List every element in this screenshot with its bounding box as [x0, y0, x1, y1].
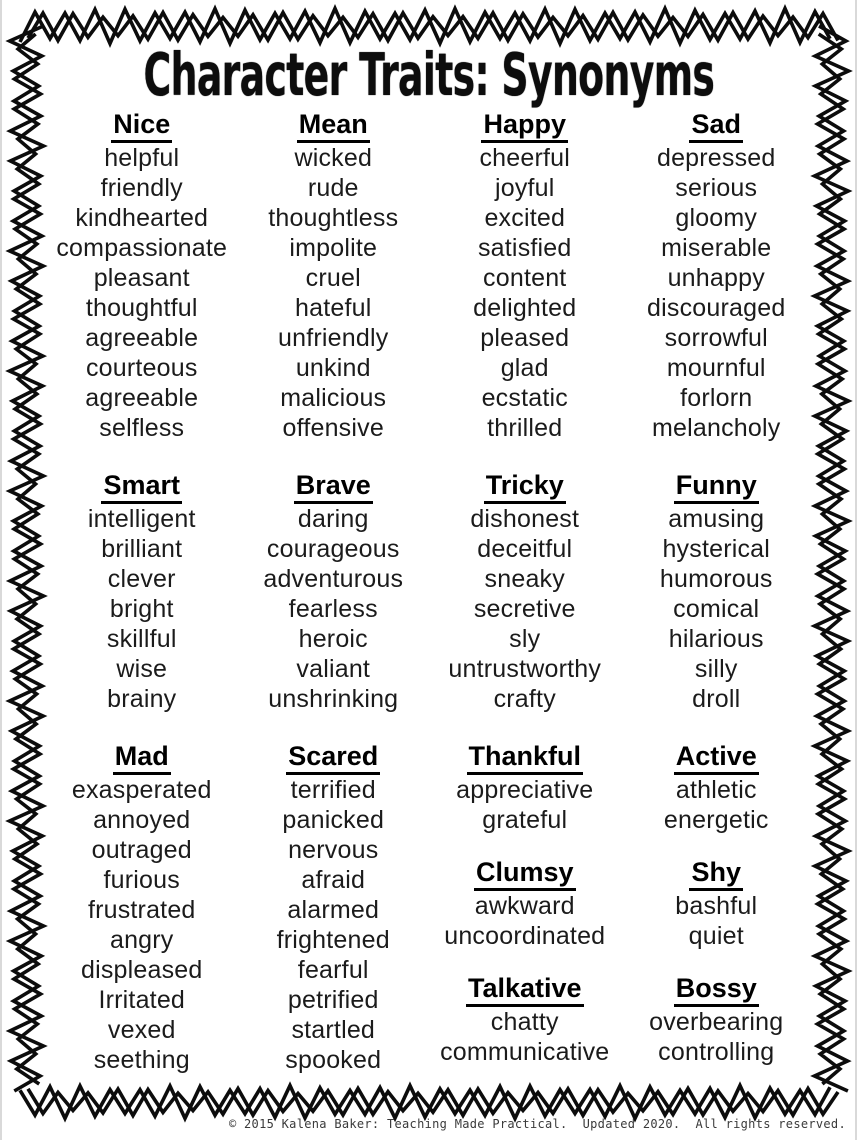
trait-group-title [623, 741, 811, 771]
synonym-word: delighted [473, 294, 577, 322]
trait-group-title-text: Nice [111, 109, 172, 143]
synonym-word: miserable [661, 234, 772, 262]
synonym-word: depressed [656, 144, 776, 172]
synonym-word: controlling [658, 1038, 775, 1066]
synonym-word: sly [509, 625, 541, 653]
trait-group-sad [623, 109, 811, 443]
synonym-word: unfriendly [278, 324, 389, 352]
trait-group-title-text: Scared [286, 741, 380, 775]
synonym-word: courageous [266, 535, 400, 563]
trait-group-title-text: Sad [689, 109, 743, 143]
synonym-word: Irritated [98, 986, 186, 1014]
trait-group-tricky [431, 470, 619, 714]
synonym-word: agreeable [85, 324, 199, 352]
synonym-word: startled [291, 1016, 376, 1044]
synonym-word: vexed [107, 1016, 176, 1044]
synonym-word: panicked [282, 806, 385, 834]
synonym-word: spooked [285, 1046, 382, 1074]
synonym-word: silly [694, 655, 738, 683]
synonym-word: selfless [99, 414, 185, 442]
trait-group-title-text: Happy [481, 109, 568, 143]
trait-group-title-text: Smart [101, 470, 182, 504]
synonym-word: overbearing [649, 1008, 784, 1036]
synonym-word: fearful [297, 956, 369, 984]
scan-edge-right [855, 0, 857, 1140]
trait-group-clumsy [431, 857, 619, 951]
synonym-word: humorous [659, 565, 773, 593]
trait-column [240, 470, 428, 714]
trait-group-title-text: Tricky [484, 470, 566, 504]
synonym-word: heroic [298, 625, 368, 653]
trait-row [48, 741, 810, 1075]
synonym-word: satisfied [477, 234, 572, 262]
trait-group-happy [431, 109, 619, 443]
synonym-word: furious [103, 866, 180, 894]
synonym-word: sorrowful [664, 324, 768, 352]
synonym-word: crafty [493, 685, 556, 713]
synonym-word: daring [297, 505, 369, 533]
copyright-footer: © 2015 Kalena Baker: Teaching Made Practical. Updated 2020. All rights reserved. [228, 1117, 846, 1131]
trait-column [431, 741, 619, 1075]
synonym-word: droll [692, 685, 741, 713]
trait-group-title [240, 470, 428, 500]
synonym-word: brilliant [101, 535, 183, 563]
synonym-word: excited [484, 204, 566, 232]
trait-column [431, 109, 619, 443]
synonym-word: dishonest [470, 505, 580, 533]
synonym-word: frightened [276, 926, 390, 954]
synonym-word: compassionate [56, 234, 228, 262]
trait-grid [48, 109, 810, 1075]
synonym-word: cheerful [479, 144, 571, 172]
synonym-word: agreeable [85, 384, 199, 412]
trait-group-title-text: Talkative [466, 973, 584, 1007]
synonym-word: helpful [104, 144, 180, 172]
page-title [48, 39, 810, 109]
synonym-word: valiant [296, 655, 371, 683]
synonym-word: serious [675, 174, 758, 202]
synonym-word: thoughtless [268, 204, 399, 232]
synonym-word: secretive [473, 595, 576, 623]
synonym-word: pleasant [93, 264, 190, 292]
trait-group-title-text: Funny [674, 470, 759, 504]
synonym-word: thrilled [487, 414, 563, 442]
trait-group-title [623, 973, 811, 1003]
synonym-word: sneaky [484, 565, 565, 593]
synonym-word: unkind [295, 354, 371, 382]
synonym-word: offensive [282, 414, 384, 442]
trait-group-scared [240, 741, 428, 1075]
synonym-word: athletic [675, 776, 757, 804]
synonym-word: hilarious [668, 625, 764, 653]
synonym-word: afraid [301, 866, 366, 894]
synonym-word: frustrated [87, 896, 196, 924]
synonym-word: annoyed [93, 806, 191, 834]
trait-column [48, 470, 236, 714]
synonym-word: appreciative [456, 776, 594, 804]
synonym-word: angry [109, 926, 174, 954]
trait-group-title [240, 741, 428, 771]
synonym-word: chatty [490, 1008, 559, 1036]
trait-column [240, 741, 428, 1075]
synonym-word: ecstatic [481, 384, 568, 412]
trait-column [48, 109, 236, 443]
synonym-word: comical [673, 595, 760, 623]
synonym-word: clever [107, 565, 176, 593]
trait-group-title [431, 470, 619, 500]
trait-group-title [48, 470, 236, 500]
trait-column [48, 741, 236, 1075]
synonym-word: communicative [440, 1038, 610, 1066]
trait-group-title [623, 857, 811, 887]
trait-group-bossy [623, 973, 811, 1067]
synonym-word: awkward [474, 892, 575, 920]
synonym-word: outraged [91, 836, 192, 864]
synonym-word: gloomy [675, 204, 758, 232]
trait-group-active [623, 741, 811, 835]
synonym-word: seething [93, 1046, 190, 1074]
synonym-word: joyful [494, 174, 555, 202]
synonym-word: rude [307, 174, 359, 202]
trait-column [623, 470, 811, 714]
trait-column [240, 109, 428, 443]
synonym-word: forlorn [680, 384, 753, 412]
trait-group-mean [240, 109, 428, 443]
synonym-word: melancholy [652, 414, 781, 442]
synonym-word: content [483, 264, 567, 292]
trait-group-title-text: Brave [294, 470, 373, 504]
trait-group-funny [623, 470, 811, 714]
synonym-word: petrified [287, 986, 379, 1014]
trait-group-mad [48, 741, 236, 1075]
trait-group-title-text: Mad [113, 741, 171, 775]
trait-column [623, 741, 811, 1075]
synonym-word: pleased [480, 324, 570, 352]
synonym-word: brainy [107, 685, 177, 713]
synonym-word: hysterical [662, 535, 771, 563]
trait-group-title [623, 470, 811, 500]
trait-group-title [48, 741, 236, 771]
worksheet-page [48, 39, 810, 1116]
synonym-word: discouraged [647, 294, 786, 322]
trait-group-title [431, 741, 619, 771]
trait-group-thankful [431, 741, 619, 835]
synonym-word: hateful [295, 294, 372, 322]
synonym-word: bashful [675, 892, 758, 920]
synonym-word: skillful [106, 625, 177, 653]
synonym-word: wicked [294, 144, 373, 172]
trait-group-title-text: Bossy [674, 973, 759, 1007]
trait-group-title-text: Thankful [467, 741, 584, 775]
synonym-word: fearless [288, 595, 378, 623]
trait-group-shy [623, 857, 811, 951]
trait-group-talkative [431, 973, 619, 1067]
trait-group-brave [240, 470, 428, 714]
trait-group-title-text: Mean [297, 109, 370, 143]
synonym-word: malicious [280, 384, 387, 412]
synonym-word: unhappy [667, 264, 765, 292]
trait-group-title-text: Shy [689, 857, 743, 891]
trait-group-title [431, 857, 619, 887]
synonym-word: adventurous [263, 565, 404, 593]
synonym-word: uncoordinated [444, 922, 606, 950]
trait-group-title [623, 109, 811, 139]
synonym-word: untrustworthy [448, 655, 602, 683]
trait-group-title-text: Clumsy [474, 857, 576, 891]
synonym-word: glad [500, 354, 549, 382]
synonym-word: courteous [85, 354, 198, 382]
trait-group-nice [48, 109, 236, 443]
scan-edge-left [0, 0, 2, 1140]
trait-group-title [431, 973, 619, 1003]
synonym-word: mournful [666, 354, 766, 382]
trait-group-title [48, 109, 236, 139]
trait-column [623, 109, 811, 443]
trait-group-smart [48, 470, 236, 714]
synonym-word: kindhearted [75, 204, 209, 232]
synonym-word: energetic [663, 806, 769, 834]
page-title-text: Character Traits: Synonyms [143, 39, 715, 109]
synonym-word: quiet [688, 922, 744, 950]
synonym-word: thoughtful [85, 294, 198, 322]
synonym-word: grateful [482, 806, 568, 834]
synonym-word: unshrinking [268, 685, 399, 713]
synonym-word: wise [116, 655, 168, 683]
synonym-word: deceitful [477, 535, 573, 563]
trait-row [48, 109, 810, 443]
trait-group-title-text: Active [674, 741, 759, 775]
synonym-word: nervous [288, 836, 379, 864]
trait-row [48, 470, 810, 714]
synonym-word: amusing [668, 505, 765, 533]
trait-group-title [240, 109, 428, 139]
synonym-word: displeased [80, 956, 203, 984]
synonym-word: bright [109, 595, 174, 623]
synonym-word: terrified [290, 776, 376, 804]
trait-group-title [431, 109, 619, 139]
synonym-word: friendly [100, 174, 183, 202]
synonym-word: alarmed [287, 896, 380, 924]
synonym-word: exasperated [71, 776, 212, 804]
trait-column [431, 470, 619, 714]
synonym-word: intelligent [87, 505, 196, 533]
synonym-word: cruel [305, 264, 361, 292]
synonym-word: impolite [289, 234, 378, 262]
